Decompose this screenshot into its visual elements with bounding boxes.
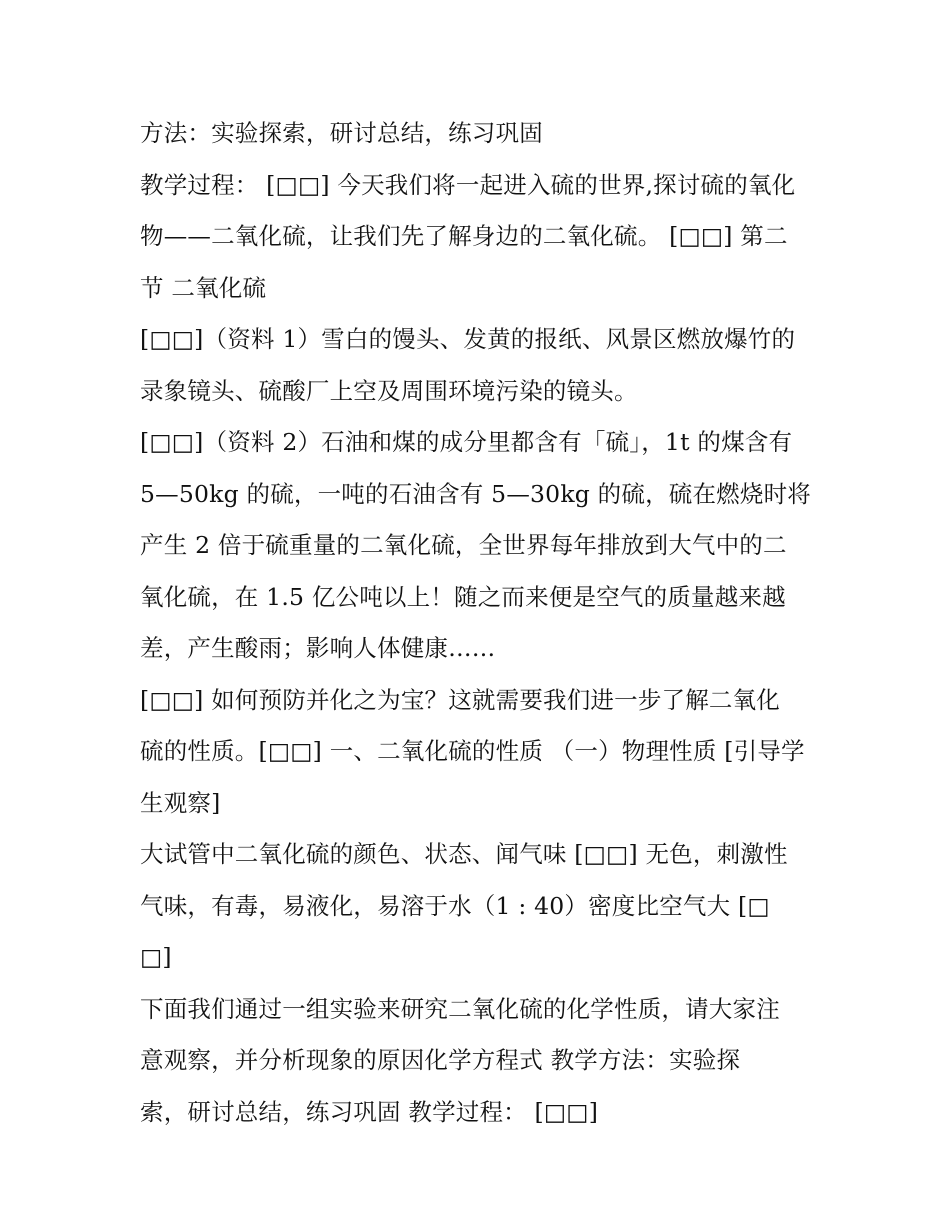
body-text [140,108,820,1138]
text-line: 录象镜头、硫酸厂上空及周围环境污染的镜头。 [140,376,638,405]
text-line: 索，研讨总结，练习巩固 教学过程： [□□] [140,1097,599,1126]
text-line: 硫的性质。[□□] 一、二氧化硫的性质 （一）物理性质 [引导学 [140,737,805,765]
text-line: 物——二氧化硫，让我们先了解身边的二氧化硫。 [□□] 第二 [140,222,788,250]
text-line: 产生 2 倍于硫重量的二氧化硫，全世界每年排放到大气中的二 [140,531,787,559]
text-line: 差，产生酸雨；影响人体健康…… [140,634,496,662]
text-line: 5—50kg 的硫，一吨的石油含有 5—30kg 的硫，硫在燃烧时将 [140,479,811,508]
text-line: 生观察] [140,788,221,817]
text-line: 教学过程： [□□] 今天我们将一起进入硫的世界,探讨硫的氧化 [140,170,796,199]
text-line: [□□]（资料 2）石油和煤的成分里都含有「硫」，1t 的煤含有 [140,428,793,456]
text-line: 气味，有毒，易液化，易溶于水（1 : 40）密度比空气大 [□ [140,891,770,920]
text-line: 下面我们通过一组实验来研究二氧化硫的化学性质，请大家注 [140,994,780,1023]
text-line: 氧化硫，在 1.5 亿公吨以上！随之而来便是空气的质量越来越 [140,582,786,611]
text-line: □] [140,943,172,971]
text-line: 方法：实验探索，研讨总结，练习巩固 [140,119,543,147]
text-line: [□□]（资料 1）雪白的馒头、发黄的报纸、风景区燃放爆竹的 [140,325,796,353]
text-line: 节 二氧化硫 [140,273,267,302]
text-line: [□□] 如何预防并化之为宝？这就需要我们进一步了解二氧化 [140,685,781,714]
text-line: 意观察，并分析现象的原因化学方程式 教学方法：实验探 [140,1046,741,1074]
text-line: 大试管中二氧化硫的颜色、状态、闻气味 [□□] 无色，刺激性 [140,840,788,868]
